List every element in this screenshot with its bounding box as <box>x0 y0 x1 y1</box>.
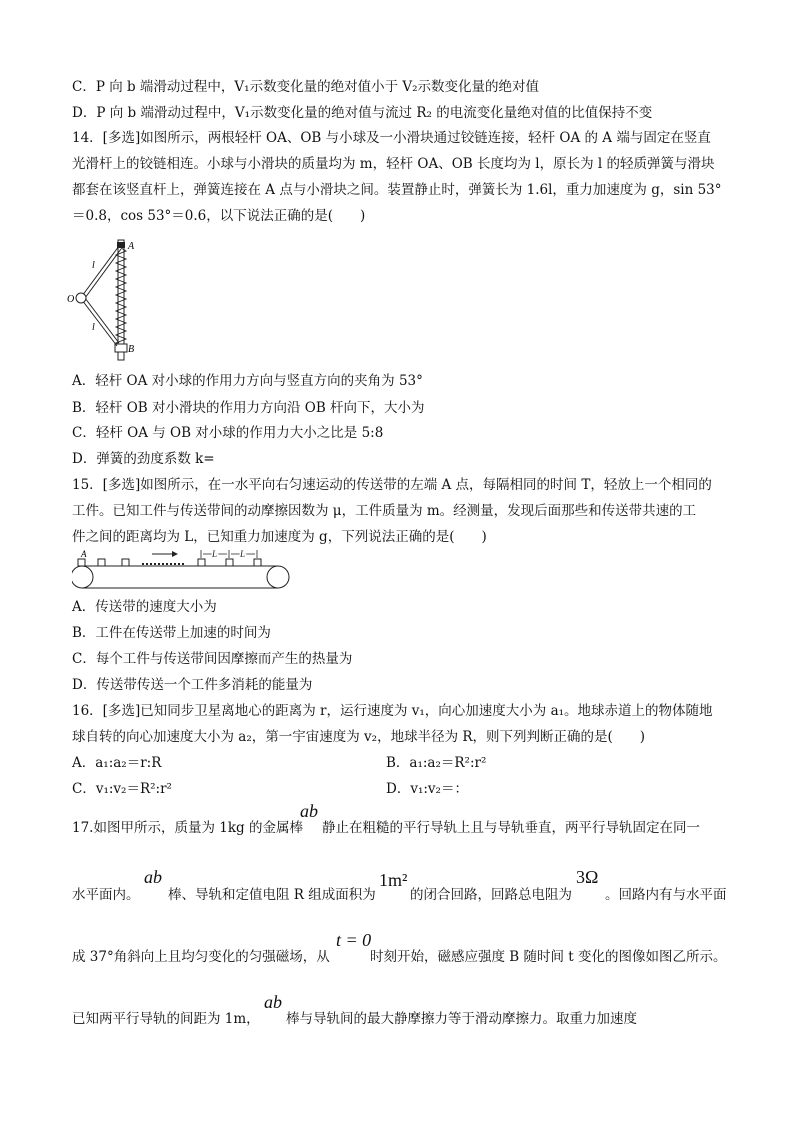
q14-option-d: D．弹簧的劲度系数 k= <box>72 451 215 467</box>
q17-line-2b: 棒、导轨和定值电阻 R 组成面积为 <box>168 887 376 903</box>
ball-o <box>76 293 86 303</box>
label-o: O <box>67 294 75 305</box>
formula-t0: t = 0 <box>336 930 372 950</box>
q15-option-c: C．每个工件与传送带间因摩擦而产生的热量为 <box>72 651 353 667</box>
q14-stem-line-4: ＝0.8，cos 53°＝0.6，以下说法正确的是( ) <box>72 208 366 224</box>
label-b: B <box>128 344 135 355</box>
left-roller <box>72 566 93 588</box>
workpiece <box>198 559 205 566</box>
q16-option-d: D．v₁:v₂＝： <box>386 781 468 797</box>
q17-line-2a: 水平面内。 <box>72 887 140 903</box>
label-l-1: L <box>212 549 218 559</box>
q14-stem-line-2: 光滑杆上的铰链相连。小球与小滑块的质量均为 m，轻杆 OA、OB 长度均为 l，原长为 l 的轻质弹簧与滑块 <box>72 156 715 172</box>
formula-ab: ab <box>264 992 282 1012</box>
q16-stem-line-2: 球自转的向心加速度大小为 a₂，第一宇宙速度为 v₂，地球半径为 R，则下列判断正确的是( ) <box>72 729 646 745</box>
q14-option-b: B．轻杆 OB 对小滑块的作用力方向沿 OB 杆向下，大小为 <box>72 400 425 416</box>
q15-option-a: A．传送带的速度大小为 <box>72 599 217 615</box>
workpiece <box>122 559 129 566</box>
right-roller <box>267 566 289 588</box>
label-a: A <box>81 549 87 559</box>
workpiece <box>98 559 105 566</box>
label-l-top: l <box>92 260 95 271</box>
q16-stem-line-1: 16．[多选]已知同步卫星离地心的距离为 r，运行速度为 v₁，向心加速度大小为 a₁。地球赤道上的物体随地 <box>72 703 713 719</box>
q17-line-1b: 静止在粗糙的平行导轨上且与导轨垂直，两平行导轨固定在同一 <box>322 820 700 836</box>
q15-conveyor-figure <box>72 548 292 592</box>
q14-option-c: C．轻杆 OA 与 OB 对小球的作用力大小之比是 5:8 <box>72 425 384 441</box>
q16-option-b: B．a₁:a₂＝R²:r² <box>386 755 487 771</box>
q17-line-4a: 已知两平行导轨的间距为 1m， <box>72 1011 260 1027</box>
q15-option-d: D．传送带传送一个工件多消耗的能量为 <box>72 677 313 693</box>
workpiece <box>254 559 261 566</box>
q17-line-2c: 的闭合回路，回路总电阻为 <box>410 887 572 903</box>
workpiece <box>78 559 85 566</box>
q17-line-4b: 棒与导轨间的最大静摩擦力等于滑动摩擦力。取重力加速度 <box>286 1011 637 1027</box>
label-l-bottom: l <box>92 322 95 333</box>
q17-line-3a: 成 37°角斜向上且均匀变化的匀强磁场，从 <box>72 949 330 965</box>
formula-resistance: 3Ω <box>576 867 599 887</box>
q17-line-2d: 。回路内有与水平面 <box>605 887 727 903</box>
q15-stem-line-3: 件之间的距离均为 L，已知重力加速度为 g，下列说法正确的是( ) <box>72 529 487 545</box>
label-a: A <box>128 241 135 252</box>
q16-option-a: A．a₁:a₂＝r:R <box>72 755 162 771</box>
q14-stem-line-1: 14．[多选]如图所示，两根轻杆 OA、OB 与小球及一小滑块通过铰链连接，轻杆 OA 的 A 端与固定在竖直 <box>72 130 711 146</box>
q15-stem-line-2: 工件。已知工件与传送带间的动摩擦因数为 μ，工件质量为 m。经测量，发现后面那些和传送带共速的工 <box>72 503 697 519</box>
formula-area: 1m² <box>379 870 408 890</box>
q14-stem-line-3: 都套在该竖直杆上，弹簧连接在 A 点与小滑块之间。装置静止时，弹簧长为 1.6l，重力加速度为 g，sin 53° <box>72 182 722 198</box>
q14-option-a: A．轻杆 OA 对小球的作用力方向与竖直方向的夹角为 53° <box>72 373 423 389</box>
q14-figure <box>66 238 146 366</box>
q13-option-d: D．P 向 b 端滑动过程中，V₁示数变化量的绝对值与流过 R₂ 的电流变化量绝对值的比值保持不变 <box>72 105 653 121</box>
q13-option-c: C．P 向 b 端滑动过程中，V₁示数变化量的绝对值小于 V₂示数变化量的绝对值 <box>72 79 540 95</box>
workpiece <box>226 559 233 566</box>
q17-line-3b: 时刻开始，磁感应强度 B 随时间 t 变化的图像如图乙所示。 <box>370 949 727 965</box>
q15-option-b: B．工件在传送带上加速的时间为 <box>72 625 271 641</box>
q16-option-c: C．v₁:v₂＝R²:r² <box>72 781 172 797</box>
formula-ab: ab <box>144 867 162 887</box>
q15-stem-line-1: 15．[多选]如图所示，在一水平向右匀速运动的传送带的左端 A 点，每隔相同的时间 T，轻放上一个相同的 <box>72 477 712 493</box>
label-l-2: L <box>240 549 246 559</box>
formula-ab: ab <box>300 801 318 821</box>
q17-line-1a: 17.如图甲所示，质量为 1kg 的金属棒 <box>72 820 303 836</box>
